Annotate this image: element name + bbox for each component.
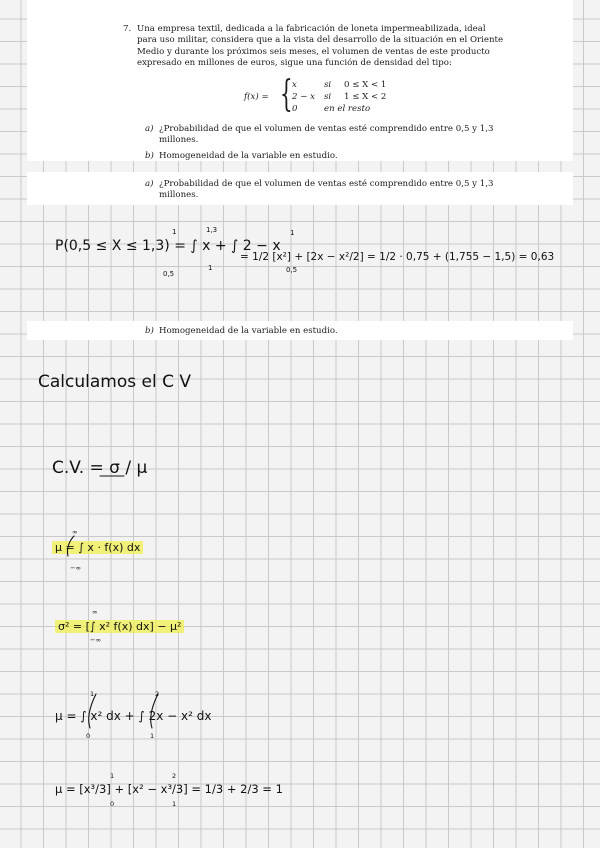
formula-brace: { bbox=[280, 74, 293, 115]
formula-lhs: f(x) = bbox=[244, 92, 269, 102]
handwritten-mu-result: μ = [x³/3] + [x² − x³/3] = 1/3 + 2/3 = 1 bbox=[55, 782, 283, 796]
question-b: b) Homogeneidad de la variable en estudio. bbox=[145, 151, 338, 161]
handwritten-cv: C.V. = σ / μ bbox=[52, 458, 148, 478]
integral-stroke-mu-expand-2 bbox=[151, 694, 158, 728]
section-a-question: a) ¿Probabilidad de que el volumen de ventas esté comprendido entre 0,5 y 1,3 millones. bbox=[145, 179, 494, 201]
handwritten-probability: P(0,5 ≤ X ≤ 1,3) = ∫ x + ∫ 2 − x bbox=[55, 238, 281, 254]
handwritten-mu-expand: μ = ∫ x² dx + ∫ 2x − x² dx bbox=[55, 709, 212, 723]
formula-row-2: 2 − x si 1 ≤ X < 2 bbox=[292, 92, 387, 102]
handwritten-variance-def: σ² = [∫ x² f(x) dx] − μ² bbox=[55, 620, 184, 633]
handwritten-heading: Calculamos el C V bbox=[38, 372, 191, 392]
question-a: a) ¿Probabilidad de que el volumen de ventas esté comprendido entre 0,5 y 1,3 millones. bbox=[145, 124, 494, 146]
formula-row-3: 0 en el resto bbox=[292, 104, 371, 114]
handwritten-mu-def: μ = ∫ x · f(x) dx bbox=[52, 541, 143, 554]
integral-stroke-mu bbox=[67, 536, 74, 556]
integral-stroke-mu-expand-1 bbox=[89, 694, 96, 728]
problem-intro-text: Una empresa textil, dedicada a la fabricación de loneta impermeabilizada, ideal para uso militar, considera que a la vista del desarrollo de la situación en el Oriente Medio y durante los próximos seis meses, el volumen de ventas de este producto expresado en millones de euros, sigue una función de densidad del tipo: bbox=[137, 24, 504, 68]
formula-row-1: x si 0 ≤ X < 1 bbox=[292, 80, 387, 90]
handwritten-probability-result: = 1/2 [x²] + [2x − x²/2] = 1/2 · 0,75 + (1,755 − 1,5) = 0,63 bbox=[240, 251, 555, 263]
section-b-question: b) Homogeneidad de la variable en estudio. bbox=[145, 326, 338, 336]
problem-number: 7. bbox=[123, 24, 132, 34]
